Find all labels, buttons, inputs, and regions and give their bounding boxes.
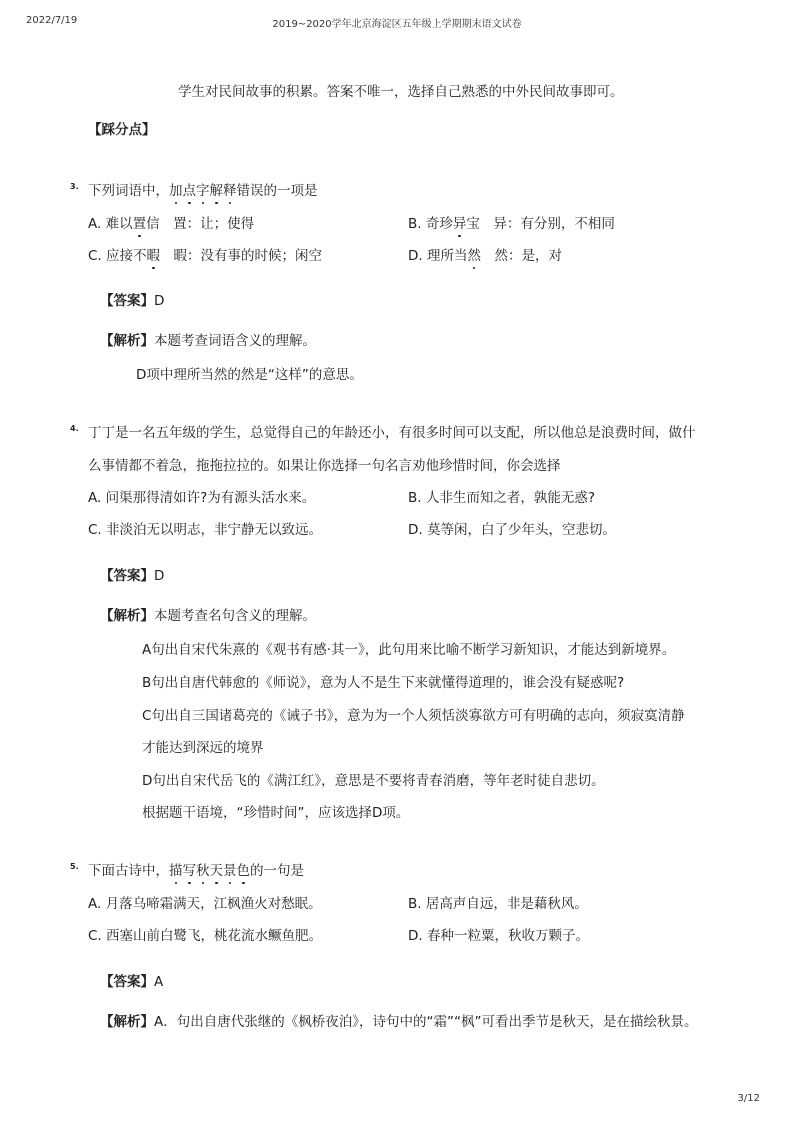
- analysis-label: 【解析】: [100, 333, 154, 349]
- analysis-label: 【解析】: [100, 1014, 154, 1030]
- question-4-answer: [100, 566, 164, 586]
- stem-text: 下列词语中，: [88, 183, 169, 199]
- print-date: 2022/7/19: [26, 15, 78, 26]
- question-4-analysis-line: D句出自宋代岳飞的《满江红》，意思是不要将青春消磨，等年老时徒自悲切。: [142, 773, 605, 789]
- answer-label: 【答案】: [100, 293, 154, 309]
- question-4-analysis-line: 根据题干语境，“珍惜时间”，应该选择D项。: [142, 805, 410, 821]
- question-4-analysis-line: A句出自宋代朱熹的《观书有感·其一》，此句用来比喻不断学习新知识，才能达到新境界。: [142, 642, 676, 658]
- intro-line: 学生对民间故事的积累。答案不唯一，选择自己熟悉的中外民间故事即可。: [178, 84, 624, 100]
- question-4-analysis-line: B句出自唐代韩愈的《师说》，意为人不是生下来就懂得道理的，谁会没有疑惑呢?: [142, 675, 625, 691]
- question-3-number: 3.: [70, 182, 79, 191]
- question-3-option-b: [408, 214, 615, 234]
- question-4-option-d: D. 莫等闲，白了少年头，空悲切。: [408, 522, 616, 538]
- question-4-stem-line-2: 么事情都不着急，拖拖拉拉的。如果让你选择一句名言劝他珍惜时间，你会选择: [88, 458, 561, 474]
- option-text: 暇：没有事的时候；闲空: [160, 248, 323, 264]
- emphasis-dot-char: 加: [169, 183, 183, 199]
- question-5-option-a: A. 月落乌啼霜满天，江枫渔火对愁眠。: [88, 896, 322, 912]
- emphasis-dot-char: 释: [223, 183, 237, 199]
- question-5-stem: [88, 861, 304, 881]
- stem-text: 下面古诗中，: [88, 863, 169, 879]
- analysis-text: 本题考查名句含义的理解。: [154, 608, 316, 624]
- question-3-answer: [100, 291, 164, 311]
- question-4-analysis: [100, 606, 316, 626]
- document-title: 2019~2020学年北京海淀区五年级上学期期末语文试卷: [272, 19, 522, 30]
- emphasis-dot-char: 秋: [196, 863, 210, 879]
- emphasis-dot-char: 解: [209, 183, 223, 199]
- page-number: 3/12: [737, 1093, 760, 1104]
- question-3-option-a: [88, 214, 254, 234]
- emphasis-dot-char: 写: [182, 863, 196, 879]
- answer-value: A: [154, 974, 164, 990]
- dotted-emphasis: [169, 183, 237, 199]
- question-4-option-b: B. 人非生而知之者，孰能无惑?: [408, 490, 596, 506]
- question-3-stem: [88, 181, 318, 201]
- emphasis-dot-char: 字: [196, 183, 210, 199]
- question-3-analysis: [100, 331, 316, 351]
- emphasis-dot-char: 色: [236, 863, 250, 879]
- option-text: B. 奇珍: [408, 216, 453, 232]
- analysis-text: 本题考查词语含义的理解。: [154, 333, 316, 349]
- question-4-analysis-line: 才能达到深远的境界: [142, 740, 264, 756]
- dotted-char: [453, 216, 467, 232]
- stem-text: 的一句是: [250, 863, 304, 879]
- option-text: C. 应接不: [88, 248, 147, 264]
- dotted-char: [147, 248, 161, 264]
- question-3-option-d: [408, 246, 562, 266]
- option-text: 信 置：让；使得: [146, 216, 255, 232]
- question-4-number: 4.: [70, 424, 79, 433]
- emphasis-dot-char: 描: [169, 863, 183, 879]
- dotted-char: [133, 216, 147, 232]
- option-text: D. 理所当: [408, 248, 468, 264]
- emphasis-dot-char: 然: [467, 248, 481, 264]
- analysis-label: 【解析】: [100, 608, 154, 624]
- emphasis-dot-char: 置: [132, 216, 147, 232]
- dotted-char: [467, 248, 481, 264]
- question-5-answer: [100, 972, 163, 992]
- question-3-analysis-line: D项中理所当然的然是“这样”的意思。: [136, 367, 363, 383]
- answer-value: D: [154, 568, 165, 584]
- emphasis-dot-char: 点: [182, 183, 196, 199]
- question-5-analysis: [100, 1012, 697, 1032]
- emphasis-dot-char: 暇: [146, 248, 161, 264]
- question-4-stem-line-1: 丁丁是一名五年级的学生，总觉得自己的年龄还小，有很多时间可以支配，所以他总是浪费时间，做什: [88, 425, 696, 441]
- question-5-option-c: C. 西塞山前白鹭飞，桃花流水鳜鱼肥。: [88, 928, 323, 944]
- question-5-option-b: B. 居高声自远，非是藉秋风。: [408, 896, 588, 912]
- question-4-option-a: A. 问渠那得清如许?为有源头活水来。: [88, 490, 316, 506]
- dotted-emphasis: [169, 863, 250, 879]
- emphasis-dot-char: 景: [223, 863, 237, 879]
- option-text: 宝 异：有分别，不相同: [466, 216, 615, 232]
- emphasis-dot-char: 异: [452, 216, 467, 232]
- analysis-text: A．句出自唐代张继的《枫桥夜泊》，诗句中的“霜”“枫”可看出季节是秋天，是在描绘秋景。: [154, 1014, 698, 1030]
- question-4-option-c: C. 非淡泊无以明志，非宁静无以致远。: [88, 522, 323, 538]
- question-4-analysis-line: C句出自三国诸葛亮的《诫子书》，意为为一个人须恬淡寡欲方可有明确的志向，须寂寞清静: [142, 708, 685, 724]
- answer-label: 【答案】: [100, 974, 154, 990]
- option-text: 然：是，对: [480, 248, 562, 264]
- question-5-option-d: D. 春种一粒粟，秋收万颗子。: [408, 928, 589, 944]
- answer-label: 【答案】: [100, 568, 154, 584]
- question-5-number: 5.: [70, 862, 79, 871]
- score-point-label: 【踩分点】: [88, 122, 156, 138]
- question-3-option-c: [88, 246, 322, 266]
- emphasis-dot-char: 天: [209, 863, 223, 879]
- option-text: A. 难以: [88, 216, 133, 232]
- stem-text: 错误的一项是: [236, 183, 318, 199]
- answer-value: D: [154, 293, 165, 309]
